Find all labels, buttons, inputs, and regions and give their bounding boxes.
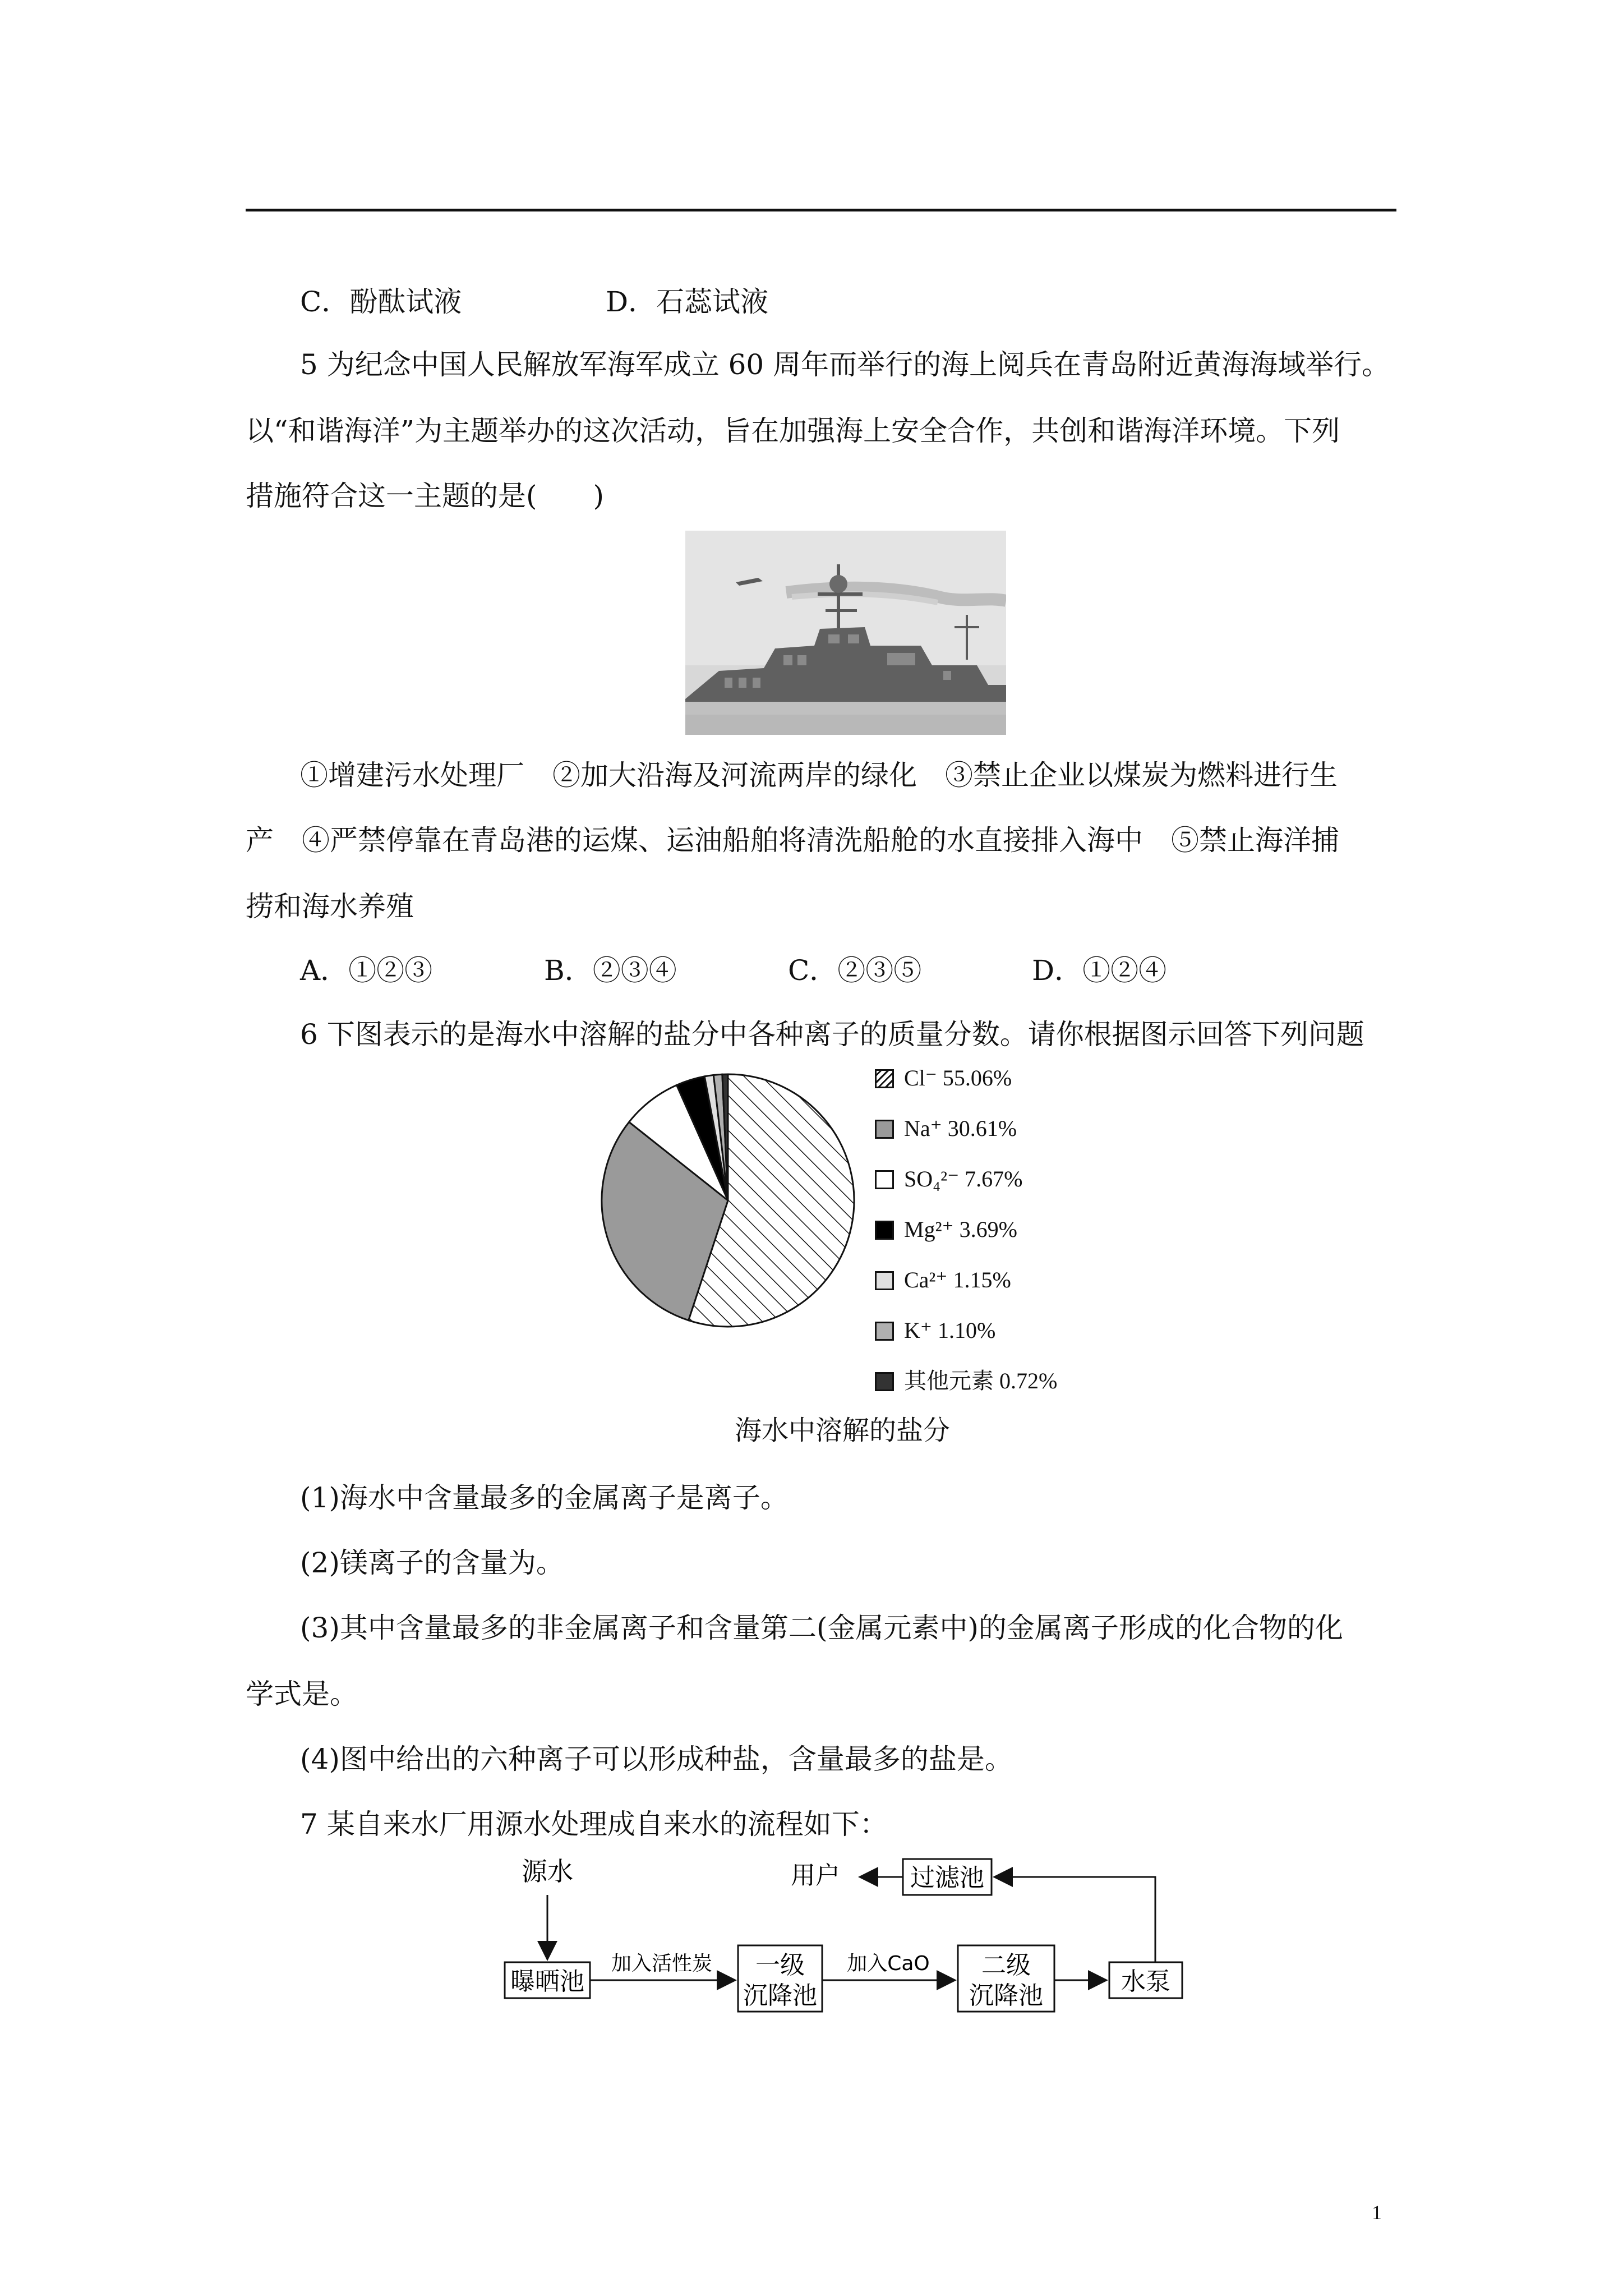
q6-sub-2: (2)镁离子的含量为。 xyxy=(300,1547,564,1579)
flow-pool-3-a: 二级 xyxy=(981,1951,1031,1980)
flow-step-1: 加入活性炭 xyxy=(611,1952,713,1975)
flow-user: 用户 xyxy=(791,1861,840,1890)
q5-line-1: 5 为纪念中国人民解放军海军成立 60 周年而举行的海上阅兵在青岛附近黄海海域举行。 xyxy=(300,348,1390,381)
q5-option-b: B．②③④ xyxy=(544,954,677,987)
legend-label: SO₄²⁻ 7.67% xyxy=(904,1166,1023,1191)
flow-pool-2-b: 沉降池 xyxy=(743,1981,817,2010)
legend-label: Na⁺ 30.61% xyxy=(904,1116,1017,1141)
legend-label: Ca²⁺ 1.15% xyxy=(904,1267,1011,1292)
q4-option-c: C．酚酞试液 xyxy=(300,286,462,318)
q5-line-2: 以“和谐海洋”为主题举办的这次活动，旨在加强海上安全合作，共创和谐海洋环境。下列 xyxy=(246,415,1340,447)
q6-sub-3a: (3)其中含量最多的非金属离子和含量第二(金属元素中)的金属离子形成的化合物的化 xyxy=(300,1612,1343,1644)
ion-pie-chart xyxy=(593,1066,863,1335)
water-treatment-flowchart xyxy=(499,1851,1195,2019)
q4-option-d: D．石蕊试液 xyxy=(606,286,769,318)
legend-label: Mg²⁺ 3.69% xyxy=(904,1217,1017,1242)
q5-measures-line-1: ①增建污水处理厂 ②加大沿海及河流两岸的绿化 ③禁止企业以煤炭为燃料进行生 xyxy=(300,759,1338,792)
pie-caption: 海水中溶解的盐分 xyxy=(735,1415,951,1446)
flow-pool-1: 曝晒池 xyxy=(510,1967,584,1996)
legend-label: 其他元素 0.72% xyxy=(904,1368,1058,1393)
flow-pump: 水泵 xyxy=(1121,1967,1170,1996)
q6-intro: 6 下图表示的是海水中溶解的盐分中各种离子的质量分数。请你根据图示回答下列问题 xyxy=(300,1018,1364,1051)
q5-measures-line-2: 产 ④严禁停靠在青岛港的运煤、运油船舶将清洗船舱的水直接排入海中 ⑤禁止海洋捕 xyxy=(246,824,1339,857)
q7-intro: 7 某自来水厂用源水处理成自来水的流程如下： xyxy=(300,1808,888,1841)
legend-label: K⁺ 1.10% xyxy=(904,1318,996,1343)
flow-pool-3-b: 沉降池 xyxy=(969,1981,1043,2010)
legend-swatch xyxy=(875,1372,894,1391)
q6-sub-1: (1)海水中含量最多的金属离子是离子。 xyxy=(300,1481,789,1514)
legend-label: Cl⁻ 55.06% xyxy=(904,1065,1012,1091)
flow-filter: 过滤池 xyxy=(910,1864,984,1892)
flow-source: 源水 xyxy=(522,1856,573,1887)
header-rule xyxy=(246,209,1396,211)
q6-sub-3b: 学式是。 xyxy=(246,1678,358,1710)
legend-swatch xyxy=(875,1322,894,1341)
legend-swatch xyxy=(875,1221,894,1240)
legend-swatch xyxy=(875,1170,894,1189)
legend-swatch xyxy=(875,1069,894,1088)
q5-measures-line-3: 捞和海水养殖 xyxy=(246,890,414,923)
page-number: 1 xyxy=(1372,2201,1382,2224)
q5-line-3: 措施符合这一主题的是( ) xyxy=(246,480,605,512)
legend-swatch xyxy=(875,1271,894,1290)
q5-option-a: A．①②③ xyxy=(300,954,433,987)
naval-ship-photo xyxy=(685,531,1006,735)
legend-swatch xyxy=(875,1120,894,1139)
q5-option-d: D．①②④ xyxy=(1032,954,1167,987)
q5-option-c: C．②③⑤ xyxy=(788,954,922,987)
flow-step-2: 加入CaO xyxy=(847,1952,930,1975)
q6-sub-4: (4)图中给出的六种离子可以形成种盐，含量最多的盐是。 xyxy=(300,1743,1013,1775)
flow-pool-2-a: 一级 xyxy=(755,1951,805,1980)
